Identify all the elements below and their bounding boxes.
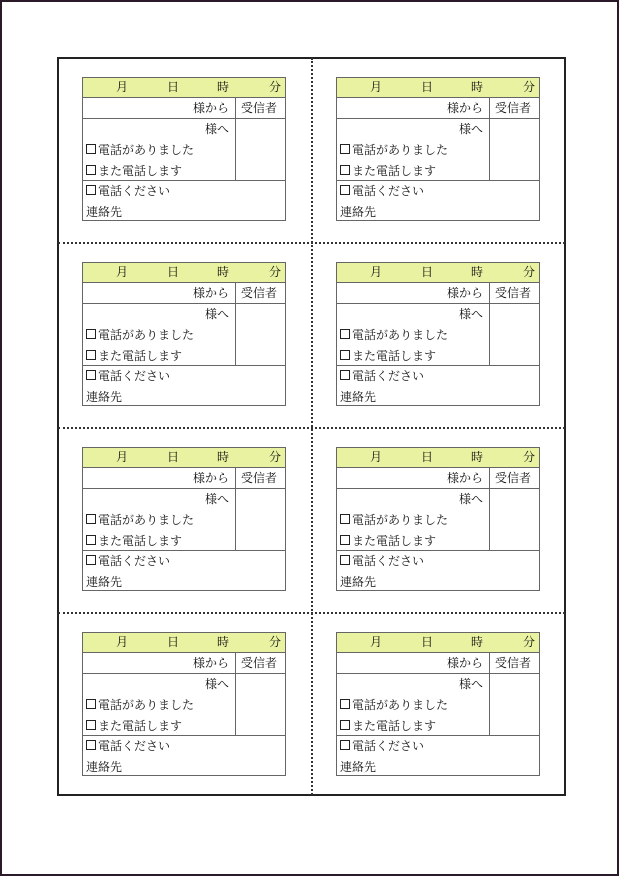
checkbox-icon[interactable] xyxy=(340,329,350,339)
receiver-label: 受信者 xyxy=(241,286,278,300)
receiver-label: 受信者 xyxy=(495,286,532,300)
contact-label: 連絡先 xyxy=(86,575,123,589)
checkbox-icon[interactable] xyxy=(340,144,350,154)
to-label: 様へ xyxy=(204,492,229,506)
option-call-again: また電話します xyxy=(340,719,436,733)
column-divider xyxy=(489,97,490,180)
receiver-label: 受信者 xyxy=(241,656,278,670)
contact-label: 連絡先 xyxy=(86,760,123,774)
hour-label: 時 xyxy=(217,635,230,649)
row-divider xyxy=(337,735,489,736)
column-divider xyxy=(235,97,236,180)
phone-memo xyxy=(82,77,286,221)
cut-line-horizontal xyxy=(58,427,565,429)
memo-date-header xyxy=(337,633,539,653)
checkbox-icon[interactable] xyxy=(86,144,96,154)
option-called: 電話がありました xyxy=(86,328,194,342)
hour-label: 時 xyxy=(471,450,484,464)
checkbox-icon[interactable] xyxy=(86,514,96,524)
option-call-again: また電話します xyxy=(340,164,436,178)
option-call-again: また電話します xyxy=(86,164,182,178)
month-label: 月 xyxy=(116,450,129,464)
day-label: 日 xyxy=(421,635,434,649)
checkbox-icon[interactable] xyxy=(340,699,350,709)
month-label: 月 xyxy=(370,80,383,94)
checkbox-icon[interactable] xyxy=(340,514,350,524)
phone-memo xyxy=(82,632,286,776)
to-label: 様へ xyxy=(204,307,229,321)
memo-date-header xyxy=(83,78,285,98)
option-please-call: 電話ください xyxy=(340,739,424,753)
row-divider xyxy=(337,488,539,489)
minute-label: 分 xyxy=(523,635,536,649)
to-label: 様へ xyxy=(458,677,483,691)
option-called: 電話がありました xyxy=(86,143,194,157)
phone-memo xyxy=(336,447,540,591)
day-label: 日 xyxy=(167,80,180,94)
from-label: 様から xyxy=(192,471,229,485)
row-divider xyxy=(235,550,285,551)
to-label: 様へ xyxy=(204,677,229,691)
row-divider xyxy=(489,180,539,181)
option-called: 電話がありました xyxy=(340,328,448,342)
phone-memo xyxy=(336,77,540,221)
phone-memo xyxy=(82,262,286,406)
hour-label: 時 xyxy=(471,635,484,649)
option-please-call: 電話ください xyxy=(86,554,170,568)
row-divider xyxy=(83,365,235,366)
option-please-call: 電話ください xyxy=(86,369,170,383)
to-label: 様へ xyxy=(458,307,483,321)
from-label: 様から xyxy=(446,101,483,115)
memo-date-header xyxy=(337,448,539,468)
month-label: 月 xyxy=(116,80,129,94)
row-divider xyxy=(337,180,489,181)
row-divider xyxy=(489,365,539,366)
option-please-call: 電話ください xyxy=(86,184,170,198)
memo-date-header xyxy=(337,78,539,98)
hour-label: 時 xyxy=(217,450,230,464)
contact-label: 連絡先 xyxy=(86,390,123,404)
checkbox-icon[interactable] xyxy=(86,699,96,709)
to-label: 様へ xyxy=(458,492,483,506)
option-call-again: また電話します xyxy=(86,534,182,548)
row-divider xyxy=(337,550,489,551)
row-divider xyxy=(83,180,235,181)
from-label: 様から xyxy=(192,286,229,300)
hour-label: 時 xyxy=(217,265,230,279)
row-divider xyxy=(83,303,285,304)
minute-label: 分 xyxy=(269,450,282,464)
from-label: 様から xyxy=(446,286,483,300)
contact-label: 連絡先 xyxy=(86,205,123,219)
minute-label: 分 xyxy=(523,450,536,464)
row-divider xyxy=(83,735,235,736)
checkbox-icon[interactable] xyxy=(340,165,350,175)
row-divider xyxy=(83,118,285,119)
receiver-label: 受信者 xyxy=(495,656,532,670)
hour-label: 時 xyxy=(471,80,484,94)
contact-label: 連絡先 xyxy=(340,575,377,589)
cut-line-horizontal xyxy=(58,242,565,244)
day-label: 日 xyxy=(167,635,180,649)
receiver-label: 受信者 xyxy=(495,471,532,485)
checkbox-icon[interactable] xyxy=(86,535,96,545)
row-divider xyxy=(337,303,539,304)
checkbox-icon[interactable] xyxy=(340,720,350,730)
checkbox-icon[interactable] xyxy=(340,350,350,360)
to-label: 様へ xyxy=(204,122,229,136)
checkbox-icon[interactable] xyxy=(86,329,96,339)
option-call-again: また電話します xyxy=(86,349,182,363)
minute-label: 分 xyxy=(269,635,282,649)
checkbox-icon[interactable] xyxy=(86,350,96,360)
contact-label: 連絡先 xyxy=(340,760,377,774)
checkbox-icon[interactable] xyxy=(86,370,96,380)
option-call-again: また電話します xyxy=(340,349,436,363)
minute-label: 分 xyxy=(523,265,536,279)
row-divider xyxy=(83,550,235,551)
memo-date-header xyxy=(83,448,285,468)
month-label: 月 xyxy=(116,265,129,279)
from-label: 様から xyxy=(192,101,229,115)
row-divider xyxy=(489,735,539,736)
option-called: 電話がありました xyxy=(86,698,194,712)
option-please-call: 電話ください xyxy=(340,369,424,383)
row-divider xyxy=(337,365,489,366)
hour-label: 時 xyxy=(217,80,230,94)
receiver-label: 受信者 xyxy=(495,101,532,115)
checkbox-icon[interactable] xyxy=(340,740,350,750)
receiver-label: 受信者 xyxy=(241,101,278,115)
checkbox-icon[interactable] xyxy=(86,555,96,565)
checkbox-icon[interactable] xyxy=(340,185,350,195)
minute-label: 分 xyxy=(269,265,282,279)
row-divider xyxy=(235,735,285,736)
checkbox-icon[interactable] xyxy=(86,185,96,195)
cut-line-horizontal xyxy=(58,612,565,614)
hour-label: 時 xyxy=(471,265,484,279)
phone-memo xyxy=(336,262,540,406)
column-divider xyxy=(489,467,490,550)
option-please-call: 電話ください xyxy=(86,739,170,753)
row-divider xyxy=(235,180,285,181)
from-label: 様から xyxy=(446,471,483,485)
option-called: 電話がありました xyxy=(340,143,448,157)
to-label: 様へ xyxy=(458,122,483,136)
checkbox-icon[interactable] xyxy=(340,370,350,380)
option-called: 電話がありました xyxy=(340,513,448,527)
memo-date-header xyxy=(83,263,285,283)
from-label: 様から xyxy=(192,656,229,670)
row-divider xyxy=(489,550,539,551)
day-label: 日 xyxy=(421,450,434,464)
row-divider xyxy=(337,673,539,674)
day-label: 日 xyxy=(167,450,180,464)
checkbox-icon[interactable] xyxy=(340,555,350,565)
row-divider xyxy=(235,365,285,366)
month-label: 月 xyxy=(370,450,383,464)
contact-label: 連絡先 xyxy=(340,205,377,219)
phone-memo xyxy=(82,447,286,591)
minute-label: 分 xyxy=(269,80,282,94)
option-call-again: また電話します xyxy=(86,719,182,733)
day-label: 日 xyxy=(421,80,434,94)
day-label: 日 xyxy=(421,265,434,279)
phone-memo xyxy=(336,632,540,776)
column-divider xyxy=(235,282,236,365)
checkbox-icon[interactable] xyxy=(86,720,96,730)
row-divider xyxy=(83,488,285,489)
checkbox-icon[interactable] xyxy=(86,165,96,175)
memo-date-header xyxy=(337,263,539,283)
column-divider xyxy=(489,282,490,365)
option-called: 電話がありました xyxy=(340,698,448,712)
column-divider xyxy=(489,652,490,735)
month-label: 月 xyxy=(370,265,383,279)
row-divider xyxy=(83,673,285,674)
memo-date-header xyxy=(83,633,285,653)
checkbox-icon[interactable] xyxy=(86,740,96,750)
from-label: 様から xyxy=(446,656,483,670)
minute-label: 分 xyxy=(523,80,536,94)
month-label: 月 xyxy=(116,635,129,649)
checkbox-icon[interactable] xyxy=(340,535,350,545)
option-please-call: 電話ください xyxy=(340,184,424,198)
contact-label: 連絡先 xyxy=(340,390,377,404)
option-called: 電話がありました xyxy=(86,513,194,527)
option-please-call: 電話ください xyxy=(340,554,424,568)
option-call-again: また電話します xyxy=(340,534,436,548)
receiver-label: 受信者 xyxy=(241,471,278,485)
row-divider xyxy=(337,118,539,119)
month-label: 月 xyxy=(370,635,383,649)
column-divider xyxy=(235,652,236,735)
column-divider xyxy=(235,467,236,550)
day-label: 日 xyxy=(167,265,180,279)
